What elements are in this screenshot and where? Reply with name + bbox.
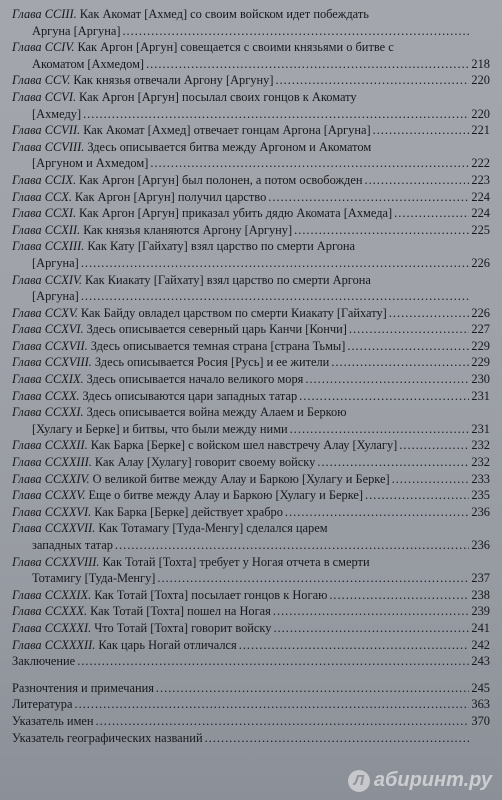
dot-leader: [365, 487, 469, 504]
dot-leader: [150, 155, 469, 172]
chapter-label: Глава CCXIX.: [12, 372, 84, 387]
toc-entry: [12, 305, 490, 322]
chapter-title: западных татар: [32, 538, 113, 552]
chapter-title: Как Акомат [Ахмед] отвечает гонцам Аргона [Аргуна]: [83, 123, 371, 138]
chapter-title: [Хулагу и Берке] и битвы, что были между ними: [32, 421, 288, 436]
dot-leader: [347, 338, 469, 355]
toc-entry: [12, 471, 490, 488]
chapter-title: [Аргуном и Ахмедом]: [32, 156, 149, 171]
chapter-title: Здесь описывается северный царь Канчи [Кончи]: [86, 322, 347, 337]
chapter-title: Еще о битве между Алау и Баркою [Хулагу и Берке]: [88, 488, 364, 503]
toc-entry: [12, 730, 490, 747]
dot-leader: [83, 106, 469, 123]
chapter-title: Как Тотай [Тохта] пошел на Ногая: [90, 604, 271, 619]
chapter-label: Глава CCXXVIII.: [12, 554, 100, 569]
dot-leader: [373, 122, 470, 139]
chapter-label: Глава CCIX.: [12, 172, 77, 187]
dot-leader: [81, 288, 470, 305]
toc-entry: [12, 354, 490, 371]
page-number: 236: [471, 504, 490, 519]
dot-leader: [389, 305, 470, 322]
chapter-title: [Аргуна]: [32, 289, 79, 304]
chapter-label: Глава CCXVII.: [12, 338, 88, 353]
toc-entry: [12, 72, 490, 89]
chapter-title: Как князья кланяются Аргону [Аргуну]: [83, 222, 293, 237]
chapter-label: Глава CCXXV.: [12, 488, 86, 503]
chapter-title: Здесь описывается темная страна [страна Тьмы]: [90, 338, 346, 353]
toc-entry: [12, 504, 490, 521]
dot-leader: [239, 637, 470, 654]
chapter-label: Глава CCXXVI.: [12, 504, 92, 519]
dot-leader: [364, 172, 469, 189]
toc-entry: [12, 222, 490, 239]
toc-entry: [12, 620, 490, 637]
chapter-title: Здесь описывается битва между Аргоном и Акоматом: [87, 139, 372, 154]
page-number: 229: [471, 338, 490, 353]
chapter-label: Глава CCXXXI.: [12, 620, 92, 635]
dot-leader: [157, 570, 469, 587]
chapter-title: Что Тотай [Тохта] говорит войску: [94, 620, 272, 635]
toc-entry: [12, 520, 490, 553]
chapter-title: Как Киакату [Гайхату] взял царство по смерти Аргона: [85, 272, 371, 287]
chapter-label: Глава CCXIV.: [12, 272, 83, 287]
chapter-label: Глава CCXIII.: [12, 239, 85, 254]
chapter-title: Аргуна [Аргуна]: [32, 23, 121, 38]
page-number: 241: [471, 620, 490, 635]
dot-leader: [294, 222, 469, 239]
dot-leader: [394, 205, 469, 222]
page-number: 221: [471, 123, 490, 138]
chapter-title: Как Барка [Берке] с войском шел навстречу Алау [Хулагу]: [90, 438, 398, 453]
chapter-title: Как Аргон [Аргун] приказал убить дядю Акомата [Ахмеда]: [79, 206, 393, 221]
dot-leader: [268, 189, 469, 206]
chapter-label: Глава CCXXXII.: [12, 637, 96, 652]
chapter-label: Глава CCIII.: [12, 7, 77, 21]
page-number: 243: [471, 654, 490, 669]
dot-leader: [77, 653, 469, 670]
page-number: 238: [471, 587, 490, 602]
page-number: 230: [471, 372, 490, 387]
labirint-watermark: [348, 769, 492, 792]
dot-leader: [205, 730, 470, 747]
dot-leader: [156, 680, 470, 697]
toc-entry: [12, 680, 490, 697]
page-number: 239: [471, 604, 490, 619]
dot-leader: [285, 504, 469, 521]
chapter-label: Глава CCXXIII.: [12, 455, 92, 470]
chapter-title: Как Алау [Хулагу] говорит своему войску: [94, 455, 316, 470]
dot-leader: [399, 437, 469, 454]
toc-entry: [12, 6, 490, 39]
toc-entry: [12, 189, 490, 206]
page-number: 220: [471, 73, 490, 88]
toc-entry: [12, 39, 490, 72]
chapter-title: Акоматом [Ахмедом]: [32, 56, 145, 71]
chapter-title: Как царь Ногай отличался: [98, 637, 237, 652]
toc-entry: [12, 122, 490, 139]
chapter-label: Глава CCXXIX.: [12, 587, 92, 602]
page-number: 226: [471, 305, 490, 320]
dot-leader: [317, 454, 469, 471]
toc-entry: [12, 238, 490, 271]
toc-entry: [12, 89, 490, 122]
toc-entry: [12, 696, 490, 713]
page-number: 363: [471, 697, 490, 712]
page-number: 225: [471, 222, 490, 237]
chapter-label: Глава CCX.: [12, 189, 72, 204]
watermark-text: абиринт.ру: [373, 769, 492, 791]
chapter-title: Здесь описывается война между Алаем и Беркою: [86, 405, 347, 420]
dot-leader: [392, 471, 470, 488]
chapter-title: Литература: [12, 697, 73, 712]
chapter-title: Как Акомат [Ахмед] со своим войском идет побеждать: [79, 7, 369, 21]
chapter-label: Глава CCXXX.: [12, 604, 88, 619]
toc-entry: [12, 653, 490, 670]
dot-leader: [122, 23, 470, 40]
toc-entry: [12, 272, 490, 305]
page-number: 231: [471, 388, 490, 403]
page-number: 245: [471, 680, 490, 695]
dot-leader: [146, 56, 469, 73]
dot-leader: [115, 537, 469, 554]
chapter-title: Как князья отвечали Аргону [Аргуну]: [73, 73, 274, 88]
chapter-label: Глава CCXXII.: [12, 438, 88, 453]
chapter-label: Глава CCV.: [12, 73, 71, 88]
chapter-title: Как Тотай [Тохта] требует у Ногая отчета в смерти: [102, 554, 370, 569]
chapter-label: Глава CCXVI.: [12, 322, 84, 337]
dot-leader: [273, 620, 469, 637]
dot-leader: [74, 696, 469, 713]
dot-leader: [273, 603, 470, 620]
chapter-title: Как Тотай [Тохта] посылает гонцов к Ногаю: [94, 587, 328, 602]
chapter-label: Глава CCXVIII.: [12, 355, 92, 370]
toc-entry: [12, 603, 490, 620]
page-number: 227: [471, 322, 490, 337]
chapter-title: Как Аргон [Аргун] был полонен, а потом освобожден: [79, 172, 363, 187]
chapter-label: Глава CCVIII.: [12, 139, 85, 154]
toc-entry: [12, 205, 490, 222]
toc-entry: [12, 388, 490, 405]
toc-entry: [12, 487, 490, 504]
toc-entry: [12, 587, 490, 604]
toc-entry: [12, 454, 490, 471]
page-number: 224: [471, 206, 490, 221]
toc-entry: [12, 554, 490, 587]
chapter-label: Глава CCXX.: [12, 388, 80, 403]
dot-leader: [305, 371, 469, 388]
chapter-label: Глава CCXXVII.: [12, 521, 96, 536]
page-number: 237: [471, 571, 490, 586]
dot-leader: [275, 72, 469, 89]
toc-entry: [12, 321, 490, 338]
chapter-title: О великой битве между Алау и Баркою [Хулагу и Берке]: [92, 471, 390, 486]
page-number: 218: [471, 56, 490, 71]
chapter-title: Здесь описывается Росия [Русь] и ее жители: [94, 355, 330, 370]
dot-leader: [290, 421, 470, 438]
page-number: 235: [471, 488, 490, 503]
section-gap: [12, 670, 490, 680]
page-number: 222: [471, 156, 490, 171]
toc-entry: [12, 338, 490, 355]
chapter-label: Глава CCXXIV.: [12, 471, 90, 486]
chapter-title: Как Аргон [Аргун] совещается с своими князьями о битве с: [77, 40, 394, 55]
toc-entry: [12, 637, 490, 654]
toc-entry: [12, 404, 490, 437]
dot-leader: [81, 255, 470, 272]
chapter-label: Глава CCVI.: [12, 89, 77, 104]
chapter-label: Глава CCXII.: [12, 222, 81, 237]
page-number: 232: [471, 455, 490, 470]
page-number: 236: [471, 538, 490, 552]
dot-leader: [299, 388, 469, 405]
chapter-title: Как Аргон [Аргун] получил царство: [74, 189, 267, 204]
chapter-title: Заключение: [12, 654, 76, 669]
toc-entry: [12, 172, 490, 189]
page-number: 233: [471, 471, 490, 486]
chapter-title: Как Байду овладел царством по смерти Киакату [Гайхату]: [80, 305, 387, 320]
labirint-logo-icon: Л: [348, 770, 370, 792]
chapter-title: Разночтения и примечания: [12, 680, 154, 695]
chapter-title: Указатель географических названий: [12, 730, 203, 745]
page-number: 229: [471, 355, 490, 370]
toc-entry: [12, 139, 490, 172]
page-number: 220: [471, 106, 490, 121]
chapter-label: Глава CCIV.: [12, 40, 75, 55]
toc-entry: [12, 371, 490, 388]
chapter-title: Как Барка [Берке] действует храбро: [94, 504, 283, 519]
chapter-title: Как Кату [Гайхату] взял царство по смерти Аргона: [87, 239, 356, 254]
toc-entry: [12, 437, 490, 454]
chapter-label: Глава CCXV.: [12, 305, 78, 320]
page-number: 370: [471, 713, 490, 728]
dot-leader: [331, 354, 469, 371]
dot-leader: [349, 321, 470, 338]
chapter-title: Тотамигу [Туда-Менгу]: [32, 571, 156, 586]
chapter-label: Глава CCVII.: [12, 123, 81, 138]
toc-entry: [12, 713, 490, 730]
chapter-label: Глава CCXXI.: [12, 405, 84, 420]
dot-leader: [96, 713, 470, 730]
chapter-title: Как Аргон [Аргун] посылал своих гонцов к Акомату: [79, 89, 357, 104]
chapter-title: Указатель имен: [12, 713, 94, 728]
page-number: 223: [471, 172, 490, 187]
page-number: 232: [471, 438, 490, 453]
chapter-title: Здесь описываются цари западных татар: [82, 388, 298, 403]
page-number: 242: [471, 637, 490, 652]
chapter-title: Как Тотамагу [Туда-Менгу] сделался царем: [98, 521, 328, 536]
chapter-label: Глава CCXI.: [12, 206, 77, 221]
page-number: 231: [471, 421, 490, 436]
table-of-contents: [12, 6, 490, 746]
page-number: 224: [471, 189, 490, 204]
page-number: 226: [471, 255, 490, 270]
dot-leader: [329, 587, 469, 604]
chapter-title: [Ахмеду]: [32, 106, 82, 121]
chapter-title: [Аргуна]: [32, 255, 79, 270]
chapter-title: Здесь описывается начало великого моря: [86, 372, 304, 387]
